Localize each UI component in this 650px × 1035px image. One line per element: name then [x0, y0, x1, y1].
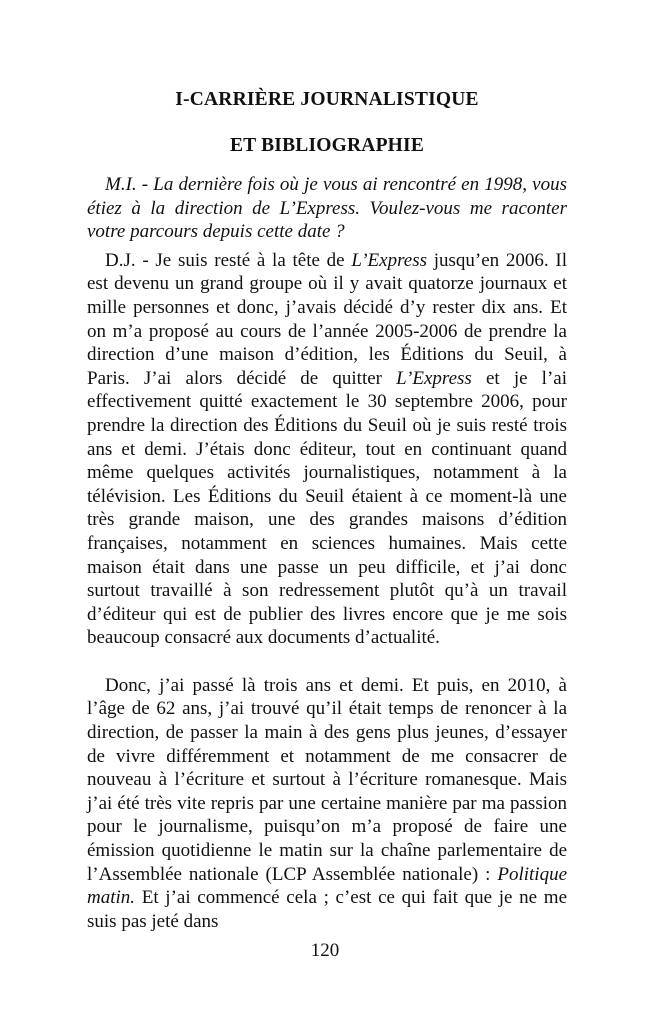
page-number: 120 — [310, 940, 340, 961]
answer1-text-3: et je l’ai effectivement quitté exactement le 30 septembre 2006, pour prendre la direction des Éditions du Seuil où je suis resté trois ans et demi. J’étais donc éditeur, tout en continuant quand même quelques activités journalistiques, notamment à la télévision. Les Éditions du Seuil étaient à ce moment-là une très grande maison, une des grandes maisons d’édition françaises, notamment en sciences humaines. Mais cette maison était dans une passe un peu difficile, et j’ai donc surtout travaillé à son redressement plutôt qu’à un travail d’éditeur qui est de publier des livres encore que je me sois beaucoup consacré aux documents d’actualité. — [87, 367, 567, 649]
answer1-text-2: jusqu’en 2006. Il est devenu un grand groupe où il y avait quatorze journaux et mille personnes et donc, j’avais décidé d’y rester dix ans. Et on m’a proposé au cours de l’année 2005-2006 de prendre la direction d’une maison d’édition, les Éditions du Seuil, à Paris. J’ai alors décidé de quitter — [87, 249, 567, 389]
interview-answer-paragraph-1 — [87, 249, 567, 650]
answer2-italic-title: Politique matin. — [87, 863, 567, 909]
answer2-text-2: Et j’ai commencé cela ; c’est ce qui fait que je ne me suis pas jeté dans — [87, 887, 567, 932]
page-body — [87, 88, 567, 933]
answer1-text-1: D.J. - Je suis resté à la tête de — [105, 249, 352, 271]
answer1-italic-title-1: L’Express — [351, 249, 427, 271]
interview-question: M.I. - La dernière fois où je vous ai rencontré en 1998, vous étiez à la direction de L’Express. Voulez-vous me raconter votre parcours depuis cette date ? — [87, 174, 567, 243]
answer1-italic-title-2: L’Express — [396, 367, 472, 389]
chapter-title-line-1: I-CARRIÈRE JOURNALISTIQUE — [175, 89, 479, 110]
chapter-title-line-2: ET BIBLIOGRAPHIE — [229, 135, 425, 156]
answer2-text-1: Donc, j’ai passé là trois ans et demi. Et puis, en 2010, à l’âge de 62 ans, j’ai trouvé qu’il était temps de renoncer à la direction, de passer la main à des gens plus jeunes, d’essayer de vivre différemment et notamment de me consacrer de nouveau à l’écriture et surtout à l’écriture romanesque. Mais j’ai été très vite repris par une certaine manière par ma passion pour le journalisme, puisqu’on m’a proposé de faire une émission quotidienne le matin sur la chaîne parlementaire de l’Assemblée nationale (LCP Assemblée nationale) : — [87, 674, 567, 885]
interview-answer-paragraph-2 — [87, 674, 567, 934]
